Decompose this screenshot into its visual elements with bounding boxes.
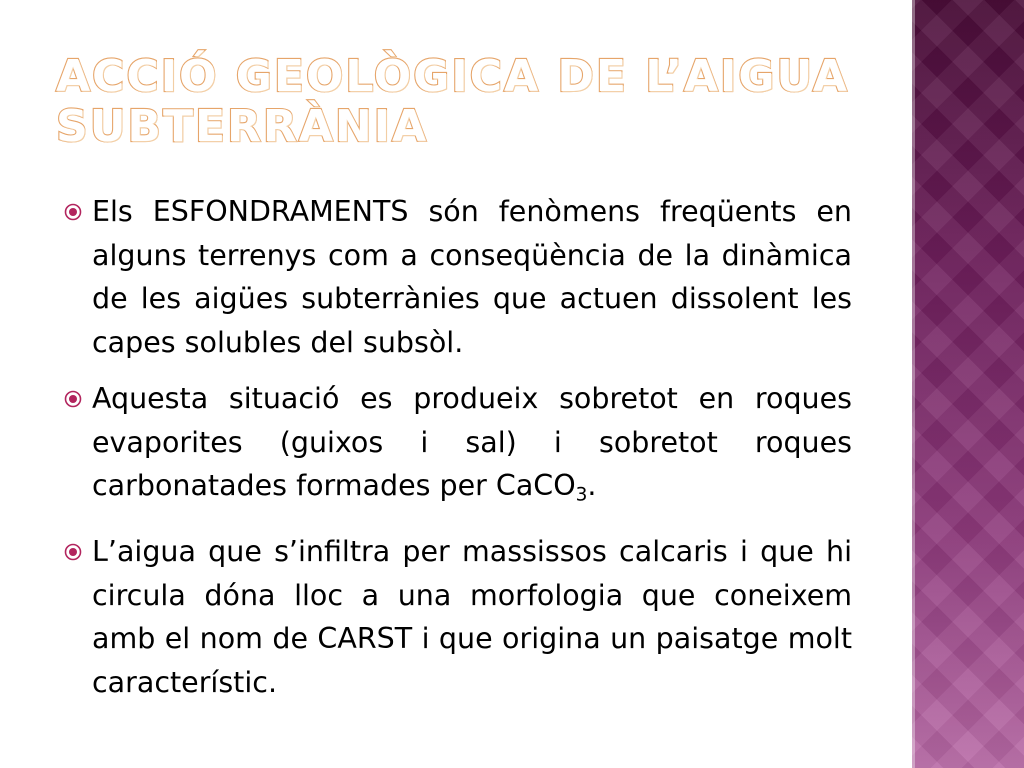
bullet-text-end: . [587, 469, 597, 502]
bullet-list [64, 190, 852, 717]
bullet-item [64, 377, 852, 517]
chemical-subscript: 3 [575, 484, 588, 506]
bullet-item [64, 190, 852, 364]
decorative-side-band [912, 0, 1024, 768]
target-circle-icon [64, 203, 82, 221]
slide-title: ACCIÓ GEOLÒGICA DE L’AIGUA SUBTERRÀNIA [56, 51, 849, 152]
bullet-text: L’aigua que s’infiltra per massissos calcaris i que hi circula dóna lloc a una morfologia que coneixem amb el nom de CARST i que origina un paisatge molt característic. [92, 535, 852, 699]
target-circle-icon [64, 543, 82, 561]
target-circle-icon [64, 390, 82, 408]
bullet-text: Aquesta situació es produeix sobretot en roques evaporites (guixos i sal) i sobretot roques carbonatades formades per CaCO [92, 382, 852, 502]
bullet-text: Els ESFONDRAMENTS són fenòmens freqüents en alguns terrenys com a conseqüència de la dinàmica de les aigües subterrànies que actuen dissolent les capes solubles del subsòl. [92, 195, 852, 359]
bullet-item [64, 530, 852, 704]
